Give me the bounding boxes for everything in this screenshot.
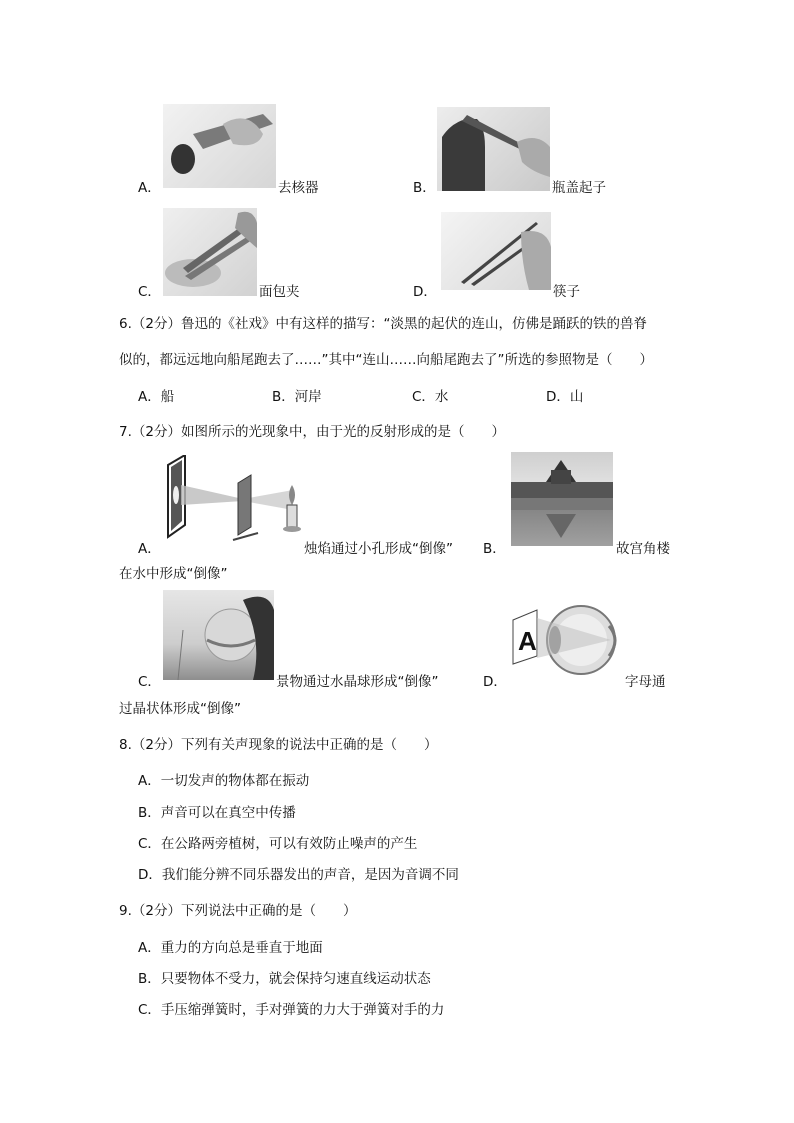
- q5-option-d-text: 筷子: [553, 284, 580, 300]
- q9-stem: 9.（2分）下列说法中正确的是（ ）: [119, 903, 357, 919]
- pinhole-diagram: [163, 455, 303, 550]
- q6-option-d: D．山: [546, 389, 584, 405]
- bread-tongs-image: [163, 208, 257, 296]
- q6-option-a: A．船: [138, 389, 175, 405]
- q7-option-b-letter: B．: [483, 541, 506, 557]
- q8-stem: 8.（2分）下列有关声现象的说法中正确的是（ ）: [119, 737, 438, 753]
- crystal-ball-image: [163, 590, 274, 680]
- q7-stem: 7.（2分）如图所示的光现象中，由于光的反射形成的是（ ）: [119, 424, 505, 440]
- q9-option-c: C．手压缩弹簧时，手对弹簧的力大于弹簧对手的力: [138, 1002, 445, 1018]
- pitter-image: [163, 104, 276, 188]
- eye-diagram: [511, 598, 621, 683]
- q7-option-c-text: 景物通过水晶球形成“倒像”: [276, 674, 439, 690]
- palace-tower-image: [511, 452, 613, 546]
- q5-option-c-letter: C．: [138, 284, 161, 300]
- q6-stem-line1: 6.（2分）鲁迅的《社戏》中有这样的描写：“淡黑的起伏的连山，仿佛是踊跃的铁的兽脊: [119, 316, 647, 332]
- q5-option-a-letter: A．: [138, 180, 161, 196]
- q5-option-b-text: 瓶盖起子: [552, 180, 606, 196]
- q7-option-c-letter: C．: [138, 674, 161, 690]
- q5-option-b-letter: B．: [413, 180, 436, 196]
- bottle-opener-image: [437, 107, 550, 191]
- q7-option-d-text: 字母通: [625, 674, 666, 690]
- q9-option-b: B．只要物体不受力，就会保持匀速直线运动状态: [138, 971, 431, 987]
- q8-option-a: A．一切发声的物体都在振动: [138, 773, 310, 789]
- q5-option-c-text: 面包夹: [259, 284, 300, 300]
- letter-a-label: A: [518, 626, 537, 656]
- q7-option-b-text: 故宫角楼: [616, 541, 670, 557]
- q5-option-a-text: 去核器: [278, 180, 319, 196]
- q6-option-b: B．河岸: [272, 389, 322, 405]
- q7-option-d-letter: D．: [483, 674, 507, 690]
- q6-stem-line2: 似的，都远远地向船尾跑去了……”其中“连山……向船尾跑去了”所选的参照物是（ ）: [119, 352, 653, 368]
- q6-option-c: C．水: [412, 389, 449, 405]
- q8-option-b: B．声音可以在真空中传播: [138, 805, 296, 821]
- q8-option-c: C．在公路两旁植树，可以有效防止噪声的产生: [138, 836, 418, 852]
- q7-option-a-letter: A．: [138, 541, 161, 557]
- q5-option-d-letter: D．: [413, 284, 437, 300]
- q7-option-a-text: 烛焰通过小孔形成“倒像”: [304, 541, 453, 557]
- q8-option-d: D．我们能分辨不同乐器发出的声音，是因为音调不同: [138, 867, 459, 883]
- chopsticks-image: [441, 212, 551, 290]
- q7-option-d-continuation: 过晶状体形成“倒像”: [119, 701, 241, 717]
- q7-option-b-continuation: 在水中形成“倒像”: [119, 566, 228, 582]
- q9-option-a: A．重力的方向总是垂直于地面: [138, 940, 323, 956]
